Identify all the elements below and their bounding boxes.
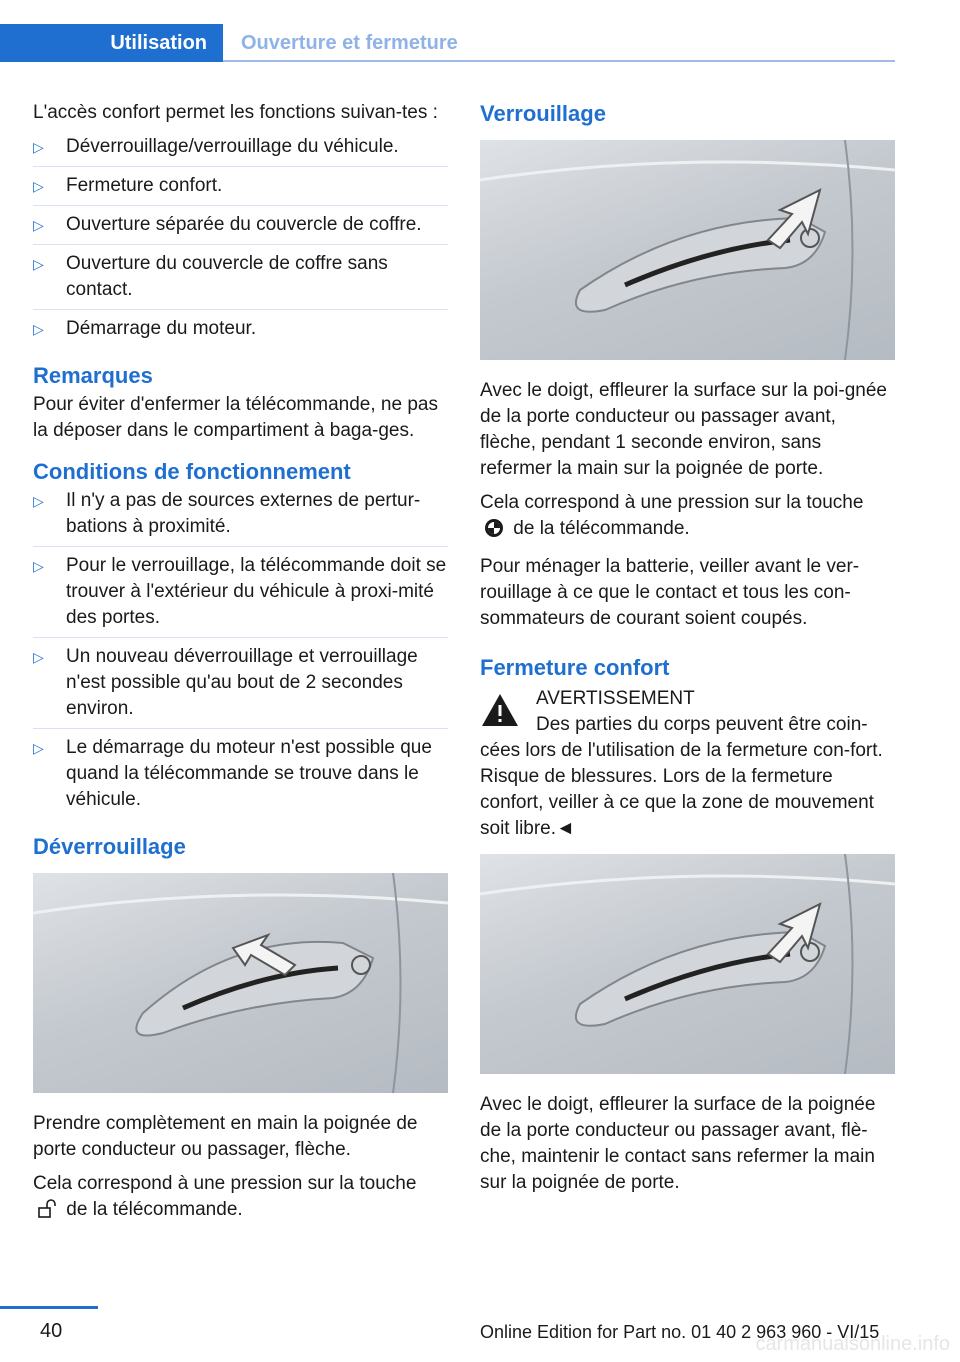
triangle-bullet-icon: ▷: [33, 740, 44, 756]
list-item: [33, 735, 448, 819]
list-item-text: Il n'y a pas de sources externes de pertur-bations à proximité.: [66, 490, 421, 537]
remarques-text: Pour éviter d'enfermer la télécommande, ne pas la déposer dans le compartiment à baga-ges.: [33, 394, 438, 441]
triangle-bullet-icon: ▷: [33, 558, 44, 574]
list-item: [33, 553, 448, 638]
heading-fermeture-confort: Fermeture confort: [480, 655, 670, 680]
deverrouillage-text: Prendre complètement en main la poignée de porte conducteur ou passager, flèche.: [33, 1113, 418, 1160]
triangle-bullet-icon: ▷: [33, 139, 44, 155]
tab-utilisation: Utilisation: [0, 24, 223, 62]
list-item-text: Le démarrage du moteur n'est possible que quand la télécommande se trouve dans le véhicule.: [66, 737, 432, 810]
list-item-text: Déverrouillage/verrouillage du véhicule.: [66, 136, 399, 157]
unlock-icon: [37, 1199, 57, 1227]
list-item-text: Pour le verrouillage, la télécommande doit se trouver à l'extérieur du véhicule à proxi-mité des portes.: [66, 555, 447, 628]
triangle-bullet-icon: ▷: [33, 493, 44, 509]
header-divider: [223, 60, 895, 62]
page-number: 40: [40, 1320, 63, 1342]
list-item: [33, 134, 448, 167]
triangle-bullet-icon: ▷: [33, 649, 44, 665]
page-header: [0, 0, 960, 62]
warning-title: AVERTISSEMENT: [536, 688, 695, 709]
intro-text: L'accès confort permet les fonctions suivan-tes :: [33, 102, 438, 123]
deverrouillage-key-text: [33, 1171, 448, 1227]
list-item: [33, 316, 448, 348]
list-item: [33, 644, 448, 729]
list-item-text: Ouverture du couvercle de coffre sans contact.: [66, 253, 388, 300]
right-column: [480, 100, 895, 1204]
door-handle-unlock-image: [33, 873, 448, 1093]
list-item-text: Ouverture séparée du couvercle de coffre.: [66, 214, 422, 235]
sentence-part: de la télécommande.: [513, 518, 690, 539]
triangle-bullet-icon: ▷: [33, 178, 44, 194]
edition-text: Online Edition for Part no. 01 40 2 963 960 - VI/15: [480, 1322, 880, 1342]
battery-text: Pour ménager la batterie, veiller avant le ver-rouillage à ce que le contact et tous les con-sommateurs de courant soient coupés.: [480, 556, 860, 629]
bmw-logo-icon: [484, 518, 504, 546]
sentence-part: de la télécommande.: [66, 1199, 243, 1220]
warning-text: Des parties du corps peuvent être coin-cées lors de l'utilisation de la fermeture con-fort. Risque de blessures. Lors de la fermeture confort, veiller à ce que la zone de mouvement soit libre.◄: [480, 714, 883, 839]
triangle-bullet-icon: ▷: [33, 256, 44, 272]
heading-conditions: Conditions de fonctionnement: [33, 459, 351, 484]
sentence-part: Cela correspond à une pression sur la touche: [480, 492, 864, 513]
tab-ouverture-fermeture: Ouverture et fermeture: [241, 31, 458, 54]
verrouillage-key-text: [480, 490, 895, 546]
sentence-part: Cela correspond à une pression sur la touche: [33, 1173, 417, 1194]
left-column: [33, 100, 448, 1235]
list-item: [33, 173, 448, 206]
heading-remarques: Remarques: [33, 363, 153, 388]
heading-verrouillage: Verrouillage: [480, 101, 606, 126]
intro-list: [33, 134, 448, 348]
conditions-list: [33, 488, 448, 819]
warning-block: [480, 686, 895, 712]
fermeture-text: Avec le doigt, effleurer la surface de la poignée de la porte conducteur ou passager avant, flè-che, maintenir le contact sans refermer la main sur la poignée de porte.: [480, 1094, 876, 1193]
warning-triangle-icon: [480, 692, 520, 736]
list-item: [33, 251, 448, 310]
door-handle-comfort-close-image: [480, 854, 895, 1074]
list-item-text: Fermeture confort.: [66, 175, 223, 196]
triangle-bullet-icon: ▷: [33, 321, 44, 337]
heading-deverrouillage: Déverrouillage: [33, 834, 186, 859]
list-item-text: Démarrage du moteur.: [66, 318, 257, 339]
triangle-bullet-icon: ▷: [33, 217, 44, 233]
door-handle-lock-image: [480, 140, 895, 360]
watermark-text: carmanualsonline.info: [755, 1333, 950, 1355]
footer-accent-line: [0, 1306, 98, 1309]
list-item: [33, 212, 448, 245]
list-item: [33, 488, 448, 547]
list-item-text: Un nouveau déverrouillage et verrouillage n'est possible qu'au bout de 2 secondes environ.: [66, 646, 418, 719]
verrouillage-text: Avec le doigt, effleurer la surface sur la poi-gnée de la porte conducteur ou passager avant, flèche, pendant 1 seconde environ, sans refermer la main sur la poignée de porte.: [480, 380, 887, 479]
